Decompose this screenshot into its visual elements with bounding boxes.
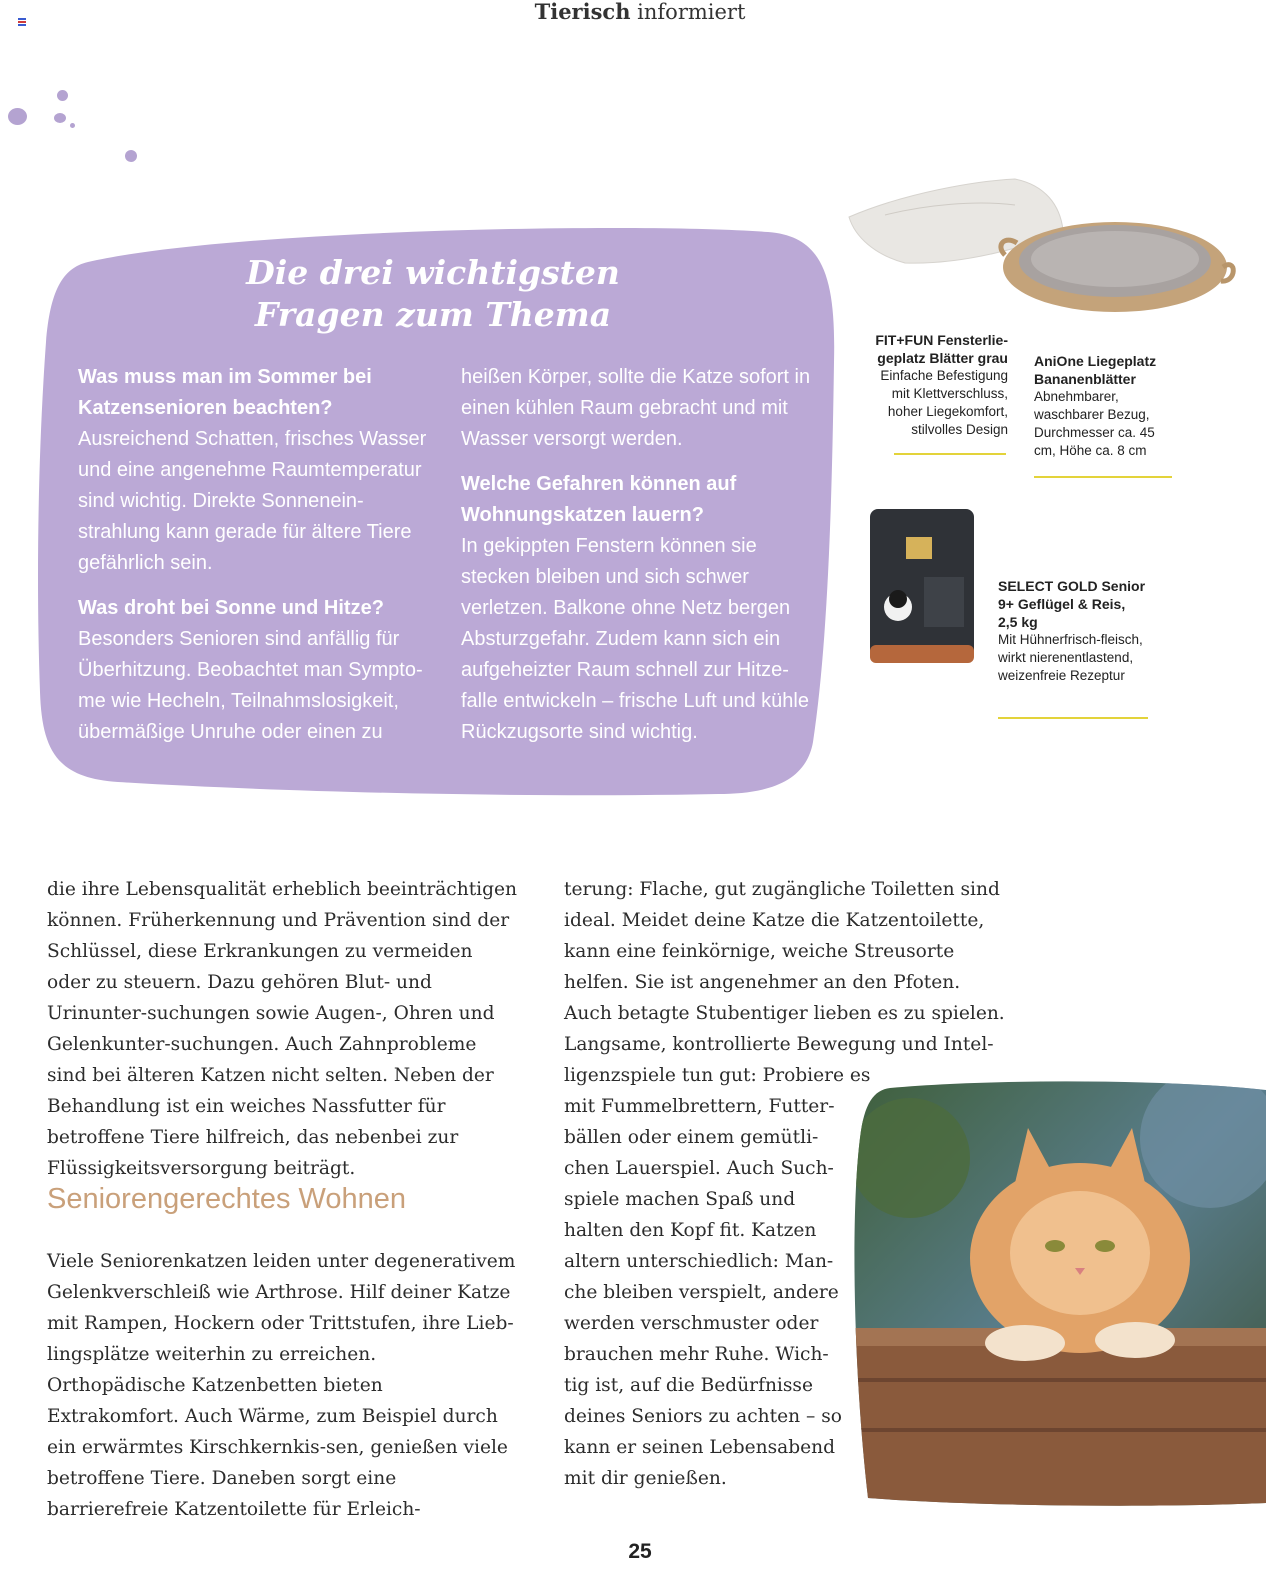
accent-line bbox=[998, 717, 1148, 719]
text-line: werden verschmuster oder bbox=[564, 1313, 819, 1334]
faq-answer-continued: heißen Körper, sollte die Katze sofort in einen kühlen Raum gebracht und mit Wasser versorgt werden. bbox=[461, 366, 811, 450]
text-line: brauchen mehr Ruhe. Wich- bbox=[564, 1344, 829, 1365]
article-col1-bottom bbox=[47, 1246, 517, 1525]
product-basket bbox=[1034, 352, 1174, 460]
product-desc: Mit Hühnerfrisch-fleisch, wirkt nierenentlastend, weizenfreie Rezeptur bbox=[998, 632, 1143, 683]
text-line: bällen oder einem gemütli- bbox=[564, 1127, 819, 1148]
text-line: chen Lauerspiel. Auch Such- bbox=[564, 1158, 834, 1179]
page-header bbox=[0, 0, 1280, 24]
text-line: spiele machen Spaß und bbox=[564, 1189, 796, 1210]
product-title: SELECT GOLD Senior 9+ Geflügel & Reis, 2,5 kg bbox=[998, 578, 1146, 630]
faq-column-2 bbox=[461, 362, 821, 762]
decor-dot bbox=[54, 113, 66, 123]
text-line: altern unterschiedlich: Man- bbox=[564, 1251, 834, 1272]
faq-answer: Besonders Senioren sind anfällig für Überhitzung. Beobachtet man Sympto-me wie Hecheln, Teilnahmslosigkeit, übermäßige Unruhe oder einen zu bbox=[78, 628, 423, 743]
faq-answer: Ausreichend Schatten, frisches Wasser und eine angenehme Raumtemperatur sind wichtig. Direkte Sonnenein-strahlung kann gerade für ältere Tiere gefährlich sein. bbox=[78, 428, 427, 574]
faq-question: Was muss man im Sommer bei Katzensenioren beachten? bbox=[78, 366, 372, 419]
faq-question: Welche Gefahren können auf Wohnungskatzen lauern? bbox=[461, 473, 737, 526]
text-line: mit Fummelbrettern, Futter- bbox=[564, 1096, 835, 1117]
article-paragraph: terung: Flache, gut zugängliche Toiletten sind ideal. Meidet deine Katze die Katzentoilette, kann eine feinkörnige, weiche Streusorte helfen. Sie ist angenehmer an den Pfoten. bbox=[564, 879, 1000, 993]
product-title: FIT+FUN Fensterlie-geplatz Blätter grau bbox=[875, 332, 1008, 366]
text-line: halten den Kopf fit. Katzen bbox=[564, 1220, 817, 1241]
cat-beds-image bbox=[845, 175, 1245, 325]
food-pack-image bbox=[868, 507, 976, 665]
decor-dot bbox=[57, 90, 68, 101]
section-heading: Seniorengerechtes Wohnen bbox=[47, 1183, 406, 1215]
page-number: 25 bbox=[628, 1540, 652, 1563]
product-cat-food bbox=[998, 577, 1148, 685]
decor-dot bbox=[8, 108, 27, 125]
decor-dot bbox=[125, 150, 137, 162]
article-paragraph: Viele Seniorenkatzen leiden unter degenerativem Gelenkverschleiß wie Arthrose. Hilf deiner Katze mit Rampen, Hockern oder Trittstufen, ihre Lieb-lingsplätze weiterhin zu erreichen. Orthopädische Katzenbetten bieten Extrakomfort. Auch Wärme, zum Beispiel durch ein erwärmtes Kirschkernkis-sen, genießen viele betroffene Tiere. Daneben sorgt eine barrierefreie Katzentoilette für Erleich- bbox=[47, 1251, 516, 1520]
faq-title-line1: Die drei wichtigsten bbox=[246, 253, 620, 292]
article-col1-top bbox=[47, 874, 517, 1184]
decor-dot bbox=[70, 123, 75, 128]
text-line: Langsame, kontrollierte Bewegung und Intel- bbox=[564, 1034, 994, 1055]
header-light: informiert bbox=[637, 0, 746, 24]
faq-title bbox=[28, 252, 838, 336]
text-line: deines Seniors zu achten – so bbox=[564, 1406, 842, 1427]
faq-item bbox=[78, 362, 433, 579]
product-desc: Einfache Befestigung mit Klettverschluss, hoher Liegekomfort, stilvolles Design bbox=[880, 368, 1008, 437]
text-line: Auch betagte Stubentiger lieben es zu spielen. bbox=[564, 1003, 1005, 1024]
faq-item bbox=[461, 469, 821, 748]
product-window-bed bbox=[862, 331, 1008, 439]
faq-question: Was droht bei Sonne und Hitze? bbox=[78, 597, 384, 619]
faq-item bbox=[78, 593, 433, 748]
header-bold: Tierisch bbox=[534, 0, 631, 24]
senior-cat-photo bbox=[850, 1078, 1266, 1508]
text-line: mit dir genießen. bbox=[564, 1468, 727, 1489]
product-desc: Abnehmbarer, waschbarer Bezug, Durchmesser ca. 45 cm, Höhe ca. 8 cm bbox=[1034, 389, 1155, 458]
accent-line bbox=[894, 453, 1006, 455]
text-line: ligenzspiele tun gut: Probiere es bbox=[564, 1065, 871, 1086]
text-line: kann er seinen Lebensabend bbox=[564, 1437, 836, 1458]
faq-title-line2: Fragen zum Thema bbox=[254, 295, 612, 334]
faq-column-1 bbox=[78, 362, 433, 762]
product-title: AniOne Liegeplatz Bananenblätter bbox=[1034, 353, 1157, 387]
text-line: che bleiben verspielt, andere bbox=[564, 1282, 839, 1303]
article-paragraph: die ihre Lebensqualität erheblich beeinträchtigen können. Früherkennung und Prävention sind der Schlüssel, diese Erkrankungen zu vermeiden oder zu steuern. Dazu gehören Blut- und Urinunter-suchungen sowie Augen-, Ohren und Gelenkunter-suchungen. Auch Zahnprobleme sind bei älteren Katzen nicht selten. Neben der Behandlung ist ein weiches Nassfutter für betroffene Tiere hilfreich, das nebenbei zur Flüssigkeitsversorgung beiträgt. bbox=[47, 879, 517, 1179]
banana-leaf-basket bbox=[1001, 222, 1233, 312]
faq-answer: In gekippten Fenstern können sie stecken bleiben und sich schwer verletzen. Balkone ohne Netz bergen Absturzgefahr. Zudem kann sich ein aufgeheizter Raum schnell zur Hitze-falle entwickeln – frische Luft und kühle Rückzugsorte sind wichtig. bbox=[461, 535, 809, 743]
text-line: tig ist, auf die Bedürfnisse bbox=[564, 1375, 813, 1396]
accent-line bbox=[1034, 476, 1172, 478]
